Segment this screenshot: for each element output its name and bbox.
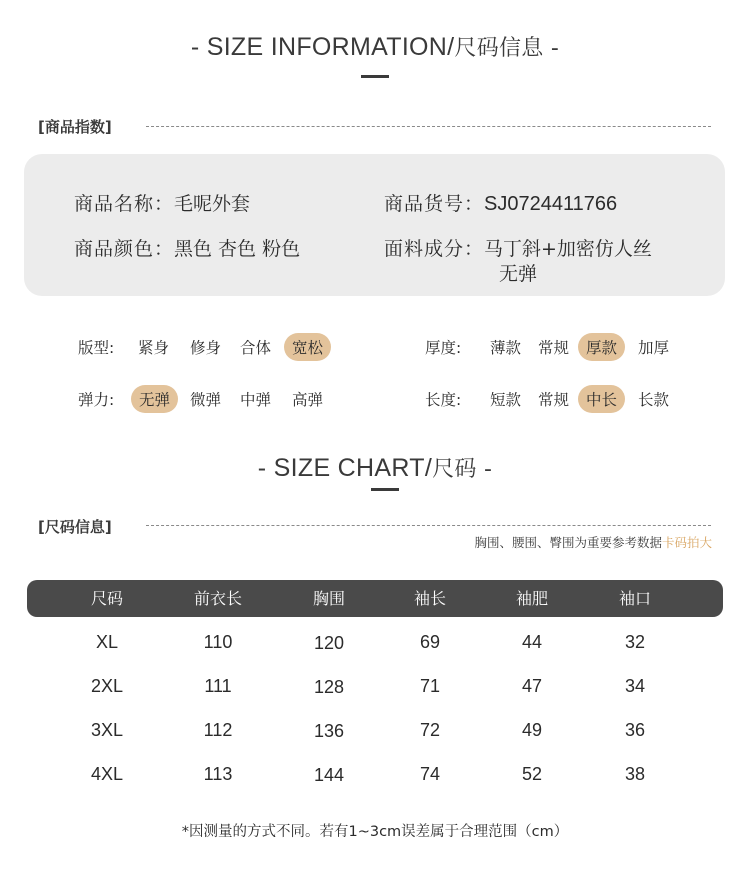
- table-cell: 36: [624, 720, 646, 740]
- table-cell: XL: [95, 632, 119, 652]
- title-cn: 尺码信息 -: [454, 36, 560, 61]
- product-color: [74, 234, 300, 261]
- measurement-note: [474, 533, 712, 551]
- attr-fit-option: 紧身: [138, 339, 170, 357]
- product-fabric: [384, 234, 652, 261]
- table-header-cell: 前衣长: [193, 589, 242, 608]
- table-header-cell: 胸围: [312, 589, 345, 608]
- size-info-tag: [尺码信息]: [38, 518, 112, 536]
- attr-fit-option-selected: 宽松: [284, 333, 331, 361]
- table-cell: 38: [624, 764, 646, 784]
- table-cell: 69: [419, 632, 441, 652]
- table-cell: 3XL: [90, 720, 124, 740]
- attr-thickness-option: 薄款: [490, 339, 522, 357]
- size-chart-title: [0, 452, 750, 483]
- table-cell: 44: [521, 632, 543, 652]
- attr-elasticity-option: 高弹: [292, 391, 324, 409]
- product-sku-value: SJ0724411766: [484, 193, 618, 215]
- product-name-label: 商品名称：: [74, 193, 175, 215]
- product-info-box: [24, 154, 725, 296]
- product-sku: [384, 189, 617, 216]
- dashed-divider: [146, 525, 711, 526]
- product-fabric-line2: 无弹: [499, 263, 538, 285]
- table-cell: 47: [521, 676, 543, 696]
- dashed-divider: [146, 126, 711, 127]
- attr-fit-option: 合体: [240, 339, 272, 357]
- table-header-cell: 袖口: [618, 589, 651, 608]
- attr-thickness-option: 加厚: [638, 339, 670, 357]
- product-fabric-label: 面料成分：: [384, 238, 485, 260]
- attr-length-option: 常规: [538, 391, 570, 409]
- table-cell: 120: [313, 633, 345, 653]
- footnote: *因测量的方式不同。若有1~3cm误差属于合理范围（cm）: [181, 824, 569, 840]
- product-color-value: 黑色 杏色 粉色: [174, 238, 301, 260]
- table-cell: 52: [521, 764, 543, 784]
- table-cell: 74: [419, 764, 441, 784]
- product-color-label: 商品颜色：: [74, 238, 175, 260]
- attr-length-option-selected: 中长: [578, 385, 625, 413]
- table-cell: 144: [313, 765, 345, 785]
- table-cell: 112: [203, 720, 233, 740]
- attr-fit-option: 修身: [190, 339, 222, 357]
- size-table-header: [27, 580, 723, 617]
- table-cell: 72: [419, 720, 441, 740]
- product-sku-label: 商品货号：: [384, 193, 485, 215]
- attr-thickness-label: 厚度:: [425, 339, 462, 357]
- attr-length-label: 长度:: [425, 391, 462, 409]
- size-information-title: [0, 31, 750, 62]
- attr-length-option: 短款: [490, 391, 522, 409]
- table-cell: 136: [313, 721, 345, 741]
- attr-elasticity-option: 微弹: [190, 391, 222, 409]
- table-cell: 113: [203, 764, 233, 784]
- table-header-cell: 尺码: [90, 589, 123, 608]
- product-index-tag: [商品指数]: [38, 118, 112, 136]
- table-header-cell: 袖长: [413, 589, 446, 608]
- attr-elasticity-option: 中弹: [240, 391, 272, 409]
- table-cell: 32: [624, 632, 646, 652]
- measurement-note-text: 胸围、腰围、臀围为重要参考数据: [474, 535, 662, 550]
- table-cell: 2XL: [90, 676, 124, 696]
- product-name: [74, 189, 250, 216]
- table-cell: 110: [203, 632, 233, 652]
- table-cell: 49: [521, 720, 543, 740]
- attr-fit-label: 版型:: [78, 339, 115, 357]
- table-cell: 71: [419, 676, 441, 696]
- table-cell: 128: [313, 677, 345, 697]
- product-name-value: 毛呢外套: [174, 193, 251, 215]
- attr-thickness-option: 常规: [538, 339, 570, 357]
- title-underline: [361, 75, 389, 78]
- table-cell: 34: [624, 676, 646, 696]
- title-en: - SIZE INFORMATION/: [190, 33, 455, 61]
- table-cell: 111: [204, 676, 232, 696]
- chart-title-en: - SIZE CHART/: [257, 454, 433, 482]
- measurement-note-highlight: 卡码拍大: [661, 535, 712, 550]
- table-cell: 4XL: [90, 764, 124, 784]
- chart-title-cn: 尺码 -: [432, 457, 493, 482]
- attr-thickness-option-selected: 厚款: [578, 333, 625, 361]
- attr-length-option: 长款: [638, 391, 670, 409]
- attr-elasticity-option-selected: 无弹: [131, 385, 178, 413]
- chart-title-underline: [371, 488, 399, 491]
- attr-elasticity-label: 弹力:: [78, 391, 115, 409]
- product-fabric-value: 马丁斜+加密仿人丝: [484, 238, 652, 260]
- table-header-cell: 袖肥: [515, 589, 548, 608]
